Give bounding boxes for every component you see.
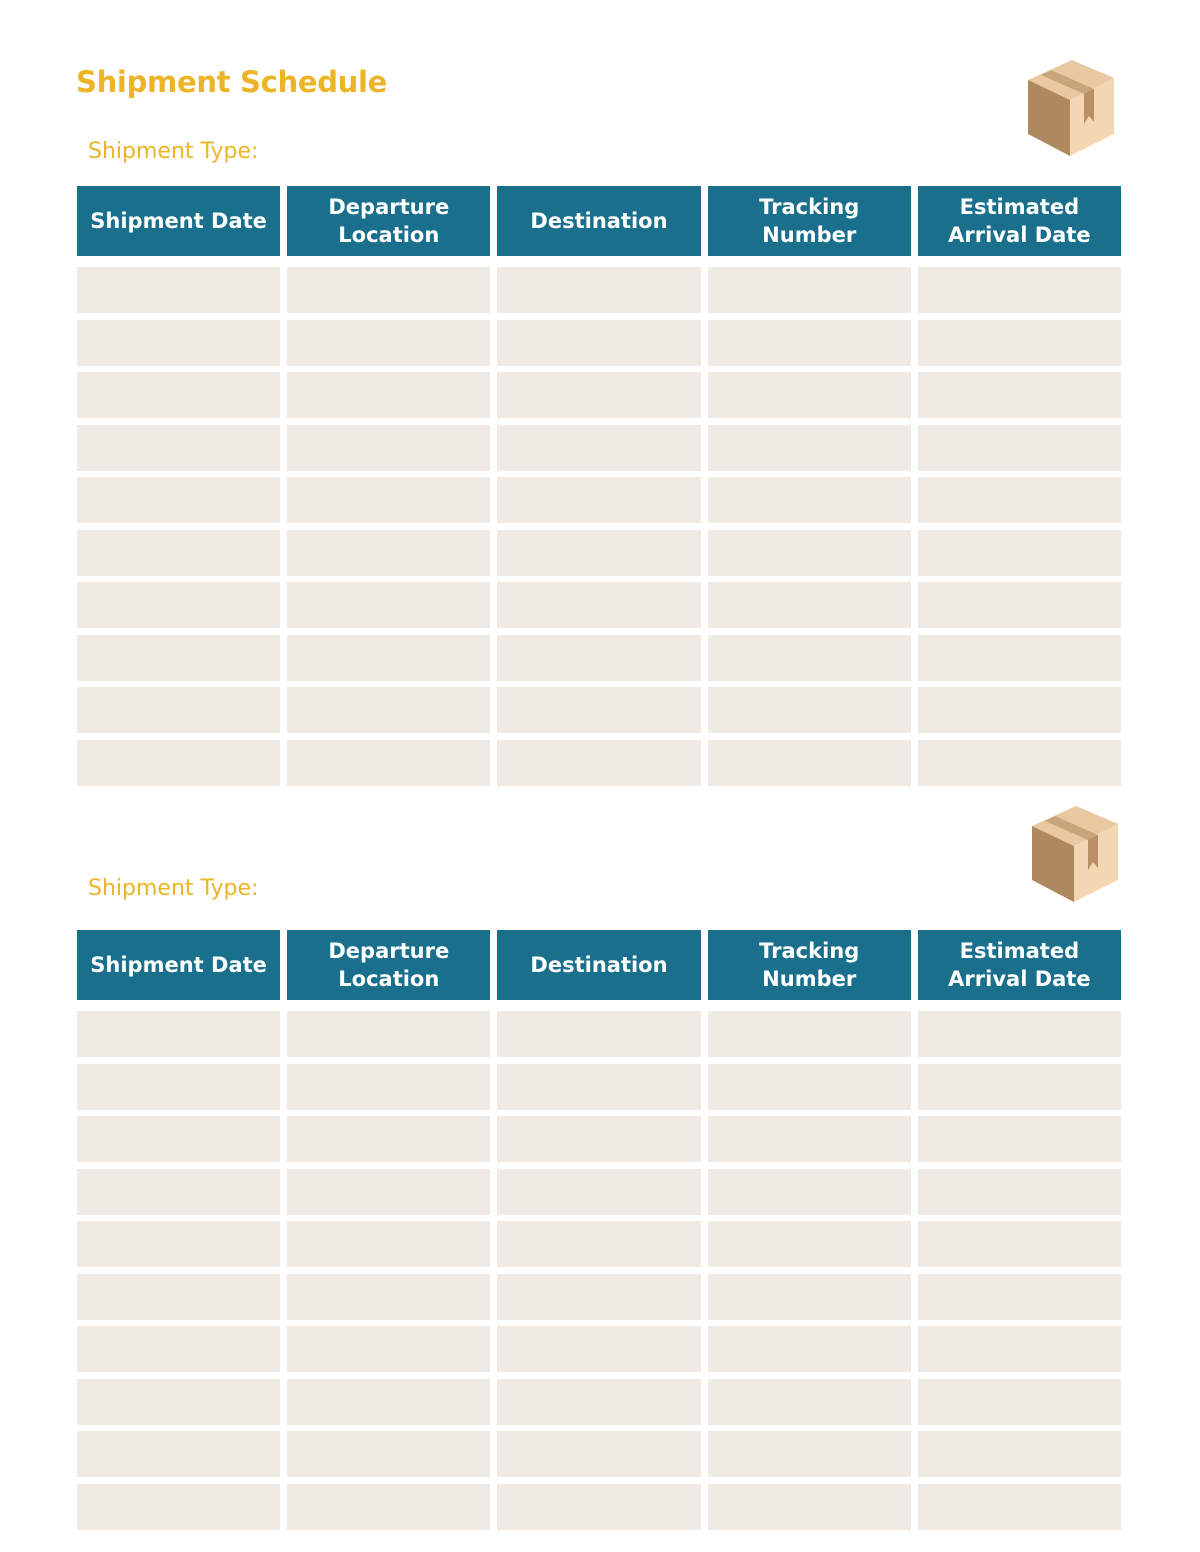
- table-cell: [287, 372, 490, 418]
- table-cell: [708, 1116, 911, 1162]
- table-cell: [497, 1011, 700, 1057]
- table-cell: [287, 740, 490, 786]
- table-cell: [497, 425, 700, 471]
- table-cell: [918, 582, 1121, 628]
- table-row: [77, 740, 1121, 786]
- table-cell: [77, 1484, 280, 1530]
- table-cell: [918, 1169, 1121, 1215]
- table-cell: [77, 372, 280, 418]
- table-cell: [497, 372, 700, 418]
- table-cell: [77, 425, 280, 471]
- table-row: [77, 530, 1121, 576]
- column-header-departure-location: Departure Location: [287, 930, 490, 1000]
- table-cell: [77, 1431, 280, 1477]
- table-cell: [708, 477, 911, 523]
- table-row: [77, 1011, 1121, 1057]
- table-cell: [77, 320, 280, 366]
- column-header-tracking-number: Tracking Number: [708, 930, 911, 1000]
- table-cell: [918, 1274, 1121, 1320]
- table-cell: [918, 1011, 1121, 1057]
- table-cell: [497, 1116, 700, 1162]
- table-cell: [497, 1484, 700, 1530]
- table-cell: [77, 1116, 280, 1162]
- table-cell: [287, 635, 490, 681]
- table-cell: [918, 267, 1121, 313]
- table-cell: [497, 1326, 700, 1372]
- shipment-type-label: Shipment Type:: [88, 876, 259, 901]
- table-row: [77, 687, 1121, 733]
- table-cell: [708, 372, 911, 418]
- table-cell: [497, 320, 700, 366]
- table-row: [77, 1431, 1121, 1477]
- table-cell: [918, 1221, 1121, 1267]
- table-cell: [497, 1274, 700, 1320]
- table-cell: [918, 1064, 1121, 1110]
- table-cell: [77, 1221, 280, 1267]
- cardboard-box-icon: [1026, 804, 1122, 904]
- shipment-table: [77, 930, 1121, 1536]
- table-cell: [708, 740, 911, 786]
- table-cell: [918, 740, 1121, 786]
- table-cell: [77, 1169, 280, 1215]
- table-row: [77, 1379, 1121, 1425]
- table-cell: [287, 1221, 490, 1267]
- table-row: [77, 582, 1121, 628]
- table-cell: [918, 1379, 1121, 1425]
- table-cell: [708, 687, 911, 733]
- table-cell: [497, 582, 700, 628]
- table-cell: [287, 267, 490, 313]
- table-cell: [287, 1379, 490, 1425]
- table-row: [77, 1116, 1121, 1162]
- table-row: [77, 477, 1121, 523]
- table-cell: [708, 1064, 911, 1110]
- table-cell: [497, 1064, 700, 1110]
- table-row: [77, 425, 1121, 471]
- table-row: [77, 635, 1121, 681]
- table-cell: [918, 372, 1121, 418]
- table-body: [77, 267, 1121, 786]
- table-cell: [287, 1064, 490, 1110]
- table-cell: [918, 1431, 1121, 1477]
- table-cell: [918, 477, 1121, 523]
- table-cell: [497, 740, 700, 786]
- column-header-estimated-arrival-date: Estimated Arrival Date: [918, 186, 1121, 256]
- table-cell: [77, 687, 280, 733]
- table-cell: [287, 530, 490, 576]
- table-cell: [497, 530, 700, 576]
- table-cell: [287, 1274, 490, 1320]
- table-cell: [708, 1431, 911, 1477]
- column-header-destination: Destination: [497, 930, 700, 1000]
- cardboard-box-icon: [1022, 58, 1118, 158]
- column-header-shipment-date: Shipment Date: [77, 930, 280, 1000]
- column-header-shipment-date: Shipment Date: [77, 186, 280, 256]
- table-cell: [918, 425, 1121, 471]
- table-cell: [708, 1169, 911, 1215]
- table-cell: [708, 425, 911, 471]
- table-row: [77, 320, 1121, 366]
- table-cell: [77, 477, 280, 523]
- table-row: [77, 1221, 1121, 1267]
- table-cell: [77, 740, 280, 786]
- table-cell: [77, 582, 280, 628]
- table-cell: [708, 267, 911, 313]
- table-cell: [287, 320, 490, 366]
- table-cell: [287, 1169, 490, 1215]
- table-cell: [708, 1011, 911, 1057]
- table-header: [77, 930, 1121, 1000]
- table-cell: [708, 635, 911, 681]
- table-cell: [708, 1326, 911, 1372]
- table-cell: [497, 1169, 700, 1215]
- column-header-tracking-number: Tracking Number: [708, 186, 911, 256]
- table-cell: [918, 635, 1121, 681]
- table-cell: [708, 1221, 911, 1267]
- column-header-destination: Destination: [497, 186, 700, 256]
- table-cell: [497, 477, 700, 523]
- table-cell: [708, 1274, 911, 1320]
- table-cell: [497, 1431, 700, 1477]
- table-cell: [287, 582, 490, 628]
- table-cell: [497, 687, 700, 733]
- table-cell: [708, 320, 911, 366]
- table-cell: [708, 1484, 911, 1530]
- page-title: Shipment Schedule: [76, 65, 388, 99]
- table-cell: [287, 687, 490, 733]
- table-cell: [287, 1326, 490, 1372]
- shipment-type-label: Shipment Type:: [88, 139, 259, 164]
- table-cell: [287, 477, 490, 523]
- table-cell: [497, 1379, 700, 1425]
- table-cell: [497, 635, 700, 681]
- table-cell: [918, 1116, 1121, 1162]
- table-cell: [77, 530, 280, 576]
- table-cell: [77, 1379, 280, 1425]
- table-row: [77, 1484, 1121, 1530]
- table-cell: [77, 635, 280, 681]
- table-row: [77, 372, 1121, 418]
- table-cell: [77, 1064, 280, 1110]
- table-cell: [287, 1116, 490, 1162]
- table-cell: [918, 530, 1121, 576]
- table-cell: [497, 1221, 700, 1267]
- table-cell: [708, 1379, 911, 1425]
- table-body: [77, 1011, 1121, 1530]
- table-cell: [918, 1326, 1121, 1372]
- table-cell: [497, 267, 700, 313]
- table-cell: [77, 1326, 280, 1372]
- table-cell: [287, 1484, 490, 1530]
- shipment-table: [77, 186, 1121, 792]
- table-cell: [287, 1431, 490, 1477]
- table-row: [77, 1064, 1121, 1110]
- table-cell: [918, 687, 1121, 733]
- table-cell: [287, 1011, 490, 1057]
- table-row: [77, 267, 1121, 313]
- table-row: [77, 1274, 1121, 1320]
- column-header-departure-location: Departure Location: [287, 186, 490, 256]
- table-cell: [918, 1484, 1121, 1530]
- table-cell: [77, 1011, 280, 1057]
- table-cell: [287, 425, 490, 471]
- table-row: [77, 1326, 1121, 1372]
- table-cell: [708, 530, 911, 576]
- table-cell: [77, 1274, 280, 1320]
- table-cell: [77, 267, 280, 313]
- table-cell: [708, 582, 911, 628]
- table-cell: [918, 320, 1121, 366]
- table-header: [77, 186, 1121, 256]
- column-header-estimated-arrival-date: Estimated Arrival Date: [918, 930, 1121, 1000]
- table-row: [77, 1169, 1121, 1215]
